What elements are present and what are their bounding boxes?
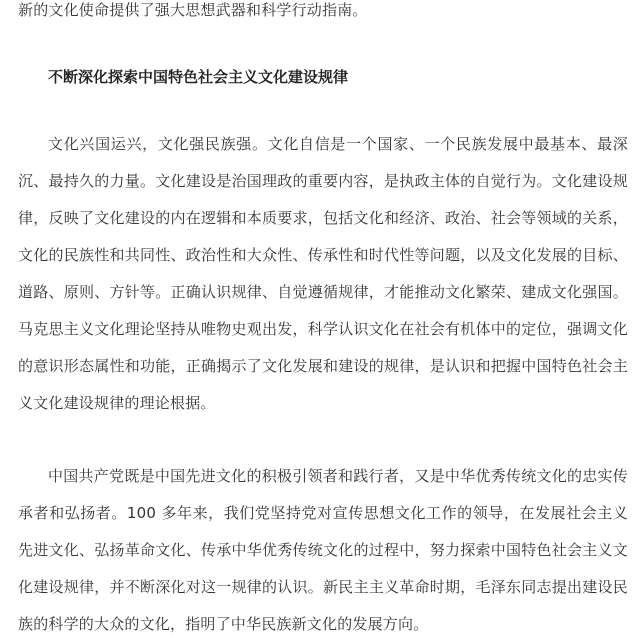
paragraph-spacer — [18, 422, 628, 458]
paragraph-party-role: 中国共产党既是中国先进文化的积极引领者和践行者，又是中华优秀传统文化的忠实传承者和弘扬者。100 多年来，我们党坚持党对宣传思想文化工作的领导，在发展社会主义先进文化、弘扬革命文化、传承中华优秀传统文化的过程中，努力探索中国特色社会主义文化建设规律，并不断深化对这一规律的认识。新民主主义革命时期，毛泽东同志提出建设民族的科学的大众的文化，指明了中华民族新文化的发展方向。 — [18, 467, 628, 633]
section-heading: 不断深化探索中国特色社会主义文化建设规律 — [48, 68, 349, 86]
paragraph-cultural-construction-law: 文化兴国运兴，文化强民族强。文化自信是一个国家、一个民族发展中最基本、最深沉、最持久的力量。文化建设是治国理政的重要内容，是执政主体的自觉行为。文化建设规律，反映了文化建设的内在逻辑和本质要求，包括文化和经济、政治、社会等领域的关系，文化的民族性和共同性、政治性和大众性、传承性和时代性等问题，以及文化发展的目标、道路、原则、方针等。正确认识规律、自觉遵循规律，才能推动文化繁荣、建成文化强国。马克思主义文化理论坚持从唯物史观出发，科学认识文化在社会有机体中的定位，强调文化的意识形态属性和功能，正确揭示了文化发展和建设的规律，是认识和把握中国特色社会主义文化建设规律的理论根据。 — [18, 135, 628, 412]
paragraph-spacer — [18, 96, 628, 126]
paragraph-spacer — [18, 29, 628, 59]
article-body — [18, 0, 628, 640]
intro-paragraph-tail: 新的文化使命提供了强大思想武器和科学行动指南。 — [18, 1, 368, 19]
